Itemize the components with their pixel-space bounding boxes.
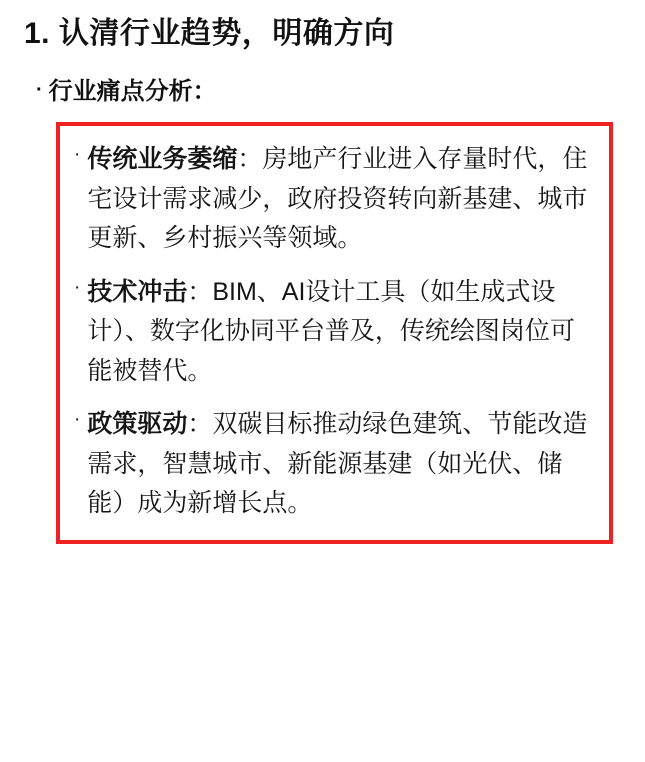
list-item-body: ：BIM、AI设计工具（如生成式设计）、数字化协同平台普及，传统绘图岗位可能被替代。 <box>87 277 575 385</box>
section-subheading <box>36 75 627 109</box>
bullet-icon: · <box>74 409 81 431</box>
bullet-icon: · <box>74 276 81 298</box>
list-item-lead: 政策驱动 <box>87 410 188 439</box>
highlighted-content-box <box>56 122 613 544</box>
list-item <box>74 405 593 524</box>
list-item <box>74 140 593 259</box>
list-item-text <box>87 273 593 392</box>
section-subheading-label: 行业痛点分析： <box>48 77 217 105</box>
list-item-lead: 传统业务萎缩 <box>87 145 238 174</box>
list-item-body: ：房地产行业进入存量时代，住宅设计需求减少，政府投资转向新基建、城市更新、乡村振兴等领域。 <box>87 145 588 253</box>
list-item <box>74 273 593 392</box>
page-title: 1. 认清行业趋势，明确方向 <box>24 17 395 50</box>
bullet-icon: · <box>74 144 81 166</box>
list-item-lead: 技术冲击 <box>87 277 188 306</box>
list-item-text <box>87 405 593 524</box>
bullet-icon: · <box>36 78 43 101</box>
list-item-text <box>87 140 593 259</box>
list-item-body: ：双碳目标推动绿色建筑、节能改造需求，智慧城市、新能源基建（如光伏、储能）成为新增长点。 <box>87 410 588 518</box>
